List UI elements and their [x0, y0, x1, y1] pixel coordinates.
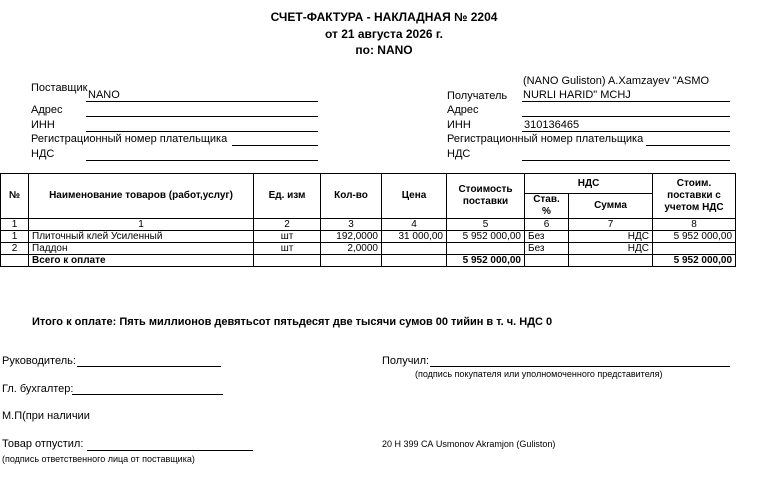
stamp-label: М.П(при наличии — [2, 410, 90, 422]
receiver-label: Получатель — [447, 90, 508, 102]
receiver-address-label: Адрес — [447, 104, 479, 116]
receiver-inn-line — [522, 131, 730, 132]
total-empty-cell — [382, 255, 447, 267]
header-unit: Ед. изм — [254, 174, 321, 219]
invoice-table — [0, 173, 736, 267]
row-vat-rate: Без — [525, 231, 569, 243]
header-qty: Кол-во — [321, 174, 382, 219]
supplier-address-label: Адрес — [31, 104, 63, 116]
received-name: 20 Н 399 СА Usmonov Akramjon (Guliston) — [382, 439, 556, 449]
row-total: 5 952 000,00 — [653, 231, 736, 243]
received-note: (подпись покупателя или уполномоченного представителя) — [415, 369, 663, 379]
receiver-line — [522, 101, 730, 102]
accountant-label: Гл. бухгалтер: — [2, 383, 74, 395]
total-cost: 5 952 000,00 — [447, 255, 525, 267]
row-cost — [447, 243, 525, 255]
supplier-inn-line — [86, 131, 318, 132]
accountant-line — [72, 394, 223, 395]
total-empty-cell — [569, 255, 653, 267]
colnum: 4 — [382, 219, 447, 231]
colnum: 5 — [447, 219, 525, 231]
row-total — [653, 243, 736, 255]
colnum: 6 — [525, 219, 569, 231]
row-qty: 2,0000 — [321, 243, 382, 255]
total-row — [1, 255, 736, 267]
table-row — [1, 243, 736, 255]
colnum: 8 — [653, 219, 736, 231]
director-label: Руководитель: — [2, 355, 76, 367]
header-vat-sum: Сумма — [569, 194, 653, 219]
receiver-reg-line — [646, 145, 730, 146]
row-price — [382, 243, 447, 255]
total-num-cell — [1, 255, 29, 267]
released-note: (подпись ответственного лица от поставщика) — [2, 454, 195, 464]
row-name: Паддон — [29, 243, 254, 255]
released-label: Товар отпустил: — [2, 438, 84, 450]
supplier-inn-label: ИНН — [31, 119, 55, 131]
document-date: от 21 августа 2026 г. — [324, 27, 444, 41]
header-price: Цена — [382, 174, 447, 219]
row-vat-sum: НДС — [569, 243, 653, 255]
supplier-line — [86, 101, 318, 102]
receiver-inn-value: 310136465 — [524, 119, 580, 131]
director-line — [77, 366, 221, 367]
supplier-label: Поставщик — [31, 82, 88, 94]
row-vat-rate: Без — [525, 243, 569, 255]
header-vat-rate: Став. % — [525, 194, 569, 219]
receiver-value-line1: (NANO Guliston) A.Xamzayev "ASMO — [523, 75, 710, 87]
document-to: по: NANO — [355, 43, 413, 57]
total-empty-cell — [525, 255, 569, 267]
colnum: 3 — [321, 219, 382, 231]
header-total: Стоим. поставки с учетом НДС — [653, 174, 736, 219]
received-label: Получил: — [382, 355, 430, 367]
header-num: № — [1, 174, 29, 219]
table-row — [1, 231, 736, 243]
header-cost: Стоимость поставки — [447, 174, 525, 219]
colnum: 7 — [569, 219, 653, 231]
column-numbers-row — [1, 219, 736, 231]
summary-text: Итого к оплате: Пять миллионов девятьсот пятьдесят две тысячи сумов 00 тийин в т. ч. НДС 0 — [32, 316, 553, 328]
receiver-vat-label: НДС — [447, 148, 471, 160]
receiver-inn-label: ИНН — [447, 119, 471, 131]
row-qty: 192,0000 — [321, 231, 382, 243]
colnum: 1 — [29, 219, 254, 231]
header-name: Наименование товаров (работ,услуг) — [29, 174, 254, 219]
total-label: Всего к оплате — [29, 255, 254, 267]
header-vat: НДС — [525, 174, 653, 194]
row-unit: шт — [254, 243, 321, 255]
row-num: 2 — [1, 243, 29, 255]
supplier-vat-line — [86, 160, 318, 161]
supplier-reg-line — [232, 145, 318, 146]
row-name: Плиточный клей Усиленный — [29, 231, 254, 243]
supplier-vat-label: НДС — [31, 148, 55, 160]
document-title: СЧЕТ-ФАКТУРА - НАКЛАДНАЯ № 2204 — [270, 10, 498, 24]
row-unit: шт — [254, 231, 321, 243]
released-line — [87, 450, 253, 451]
row-cost: 5 952 000,00 — [447, 231, 525, 243]
total-total: 5 952 000,00 — [653, 255, 736, 267]
supplier-reg-label: Регистрационный номер плательщика — [31, 133, 228, 145]
receiver-reg-label: Регистрационный номер плательщика — [447, 133, 644, 145]
receiver-vat-line — [522, 160, 730, 161]
row-num: 1 — [1, 231, 29, 243]
received-line — [430, 366, 730, 367]
receiver-value-line2: NURLI HARID" MCHJ — [523, 89, 631, 101]
row-price: 31 000,00 — [382, 231, 447, 243]
supplier-value: NANO — [88, 89, 120, 101]
row-vat-sum: НДС — [569, 231, 653, 243]
colnum: 1 — [1, 219, 29, 231]
receiver-address-line — [522, 116, 730, 117]
total-empty-cell — [254, 255, 321, 267]
total-empty-cell — [321, 255, 382, 267]
supplier-address-line — [86, 116, 318, 117]
colnum: 2 — [254, 219, 321, 231]
